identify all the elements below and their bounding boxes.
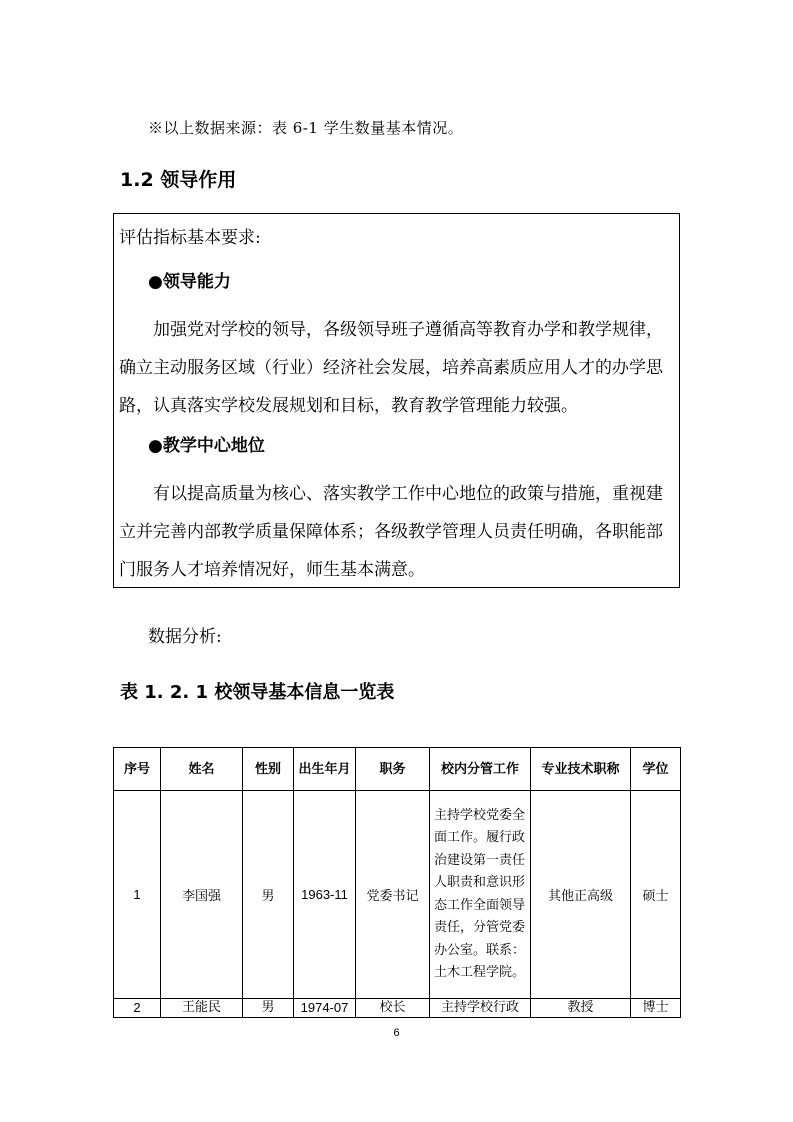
cell-degree: 硕士 [631,791,681,999]
requirement-text-teaching-center: 有以提高质量为核心、落实教学工作中心地位的政策与措施，重视建立并完善内部教学质量保障体系；各级教学管理人员责任明确，各职能部门服务人才培养情况好，师生基本满意。 [119,484,663,580]
col-header-birth: 出生年月 [294,748,356,791]
cell-duties: 主持学校党委全面工作。履行政治建设第一责任人职责和意识形态工作全面领导责任，分管党委办公室。联系：土木工程学院。 [430,791,531,999]
leaders-table [113,747,681,1018]
cell-degree: 博士 [631,999,681,1018]
page-number: 6 [393,1027,400,1039]
col-header-degree: 学位 [631,748,681,791]
source-note: ※以上数据来源：表 6-1 学生数量基本情况。 [148,119,464,137]
col-header-duties: 校内分管工作 [430,748,531,791]
cell-title: 教授 [531,999,631,1018]
table-title: 表 1. 2. 1 校领导基本信息一览表 [120,682,395,703]
cell-birth: 1963-11 [294,791,356,999]
cell-position: 校长 [356,999,430,1018]
requirement-title-teaching-center: ●教学中心地位 [148,436,265,456]
table-header-row [114,748,681,791]
cell-duties: 主持学校行政 [430,999,531,1018]
cell-gender: 男 [243,791,294,999]
requirement-text-leadership: 加强党对学校的领导，各级领导班子遵循高等教育办学和教学规律，确立主动服务区域（行业）经济社会发展，培养高素质应用人才的办学思路，认真落实学校发展规划和目标，教育教学管理能力较强。 [119,320,663,416]
analysis-label: 数据分析: [148,627,222,647]
col-header-index: 序号 [114,748,161,791]
col-header-position: 职务 [356,748,430,791]
cell-index: 2 [114,999,161,1018]
cell-name: 王能民 [161,999,243,1018]
section-title: 1.2 领导作用 [120,169,237,191]
col-header-name: 姓名 [161,748,243,791]
cell-index: 1 [114,791,161,999]
table-row [114,999,681,1018]
cell-title: 其他正高级 [531,791,631,999]
requirements-heading: 评估指标基本要求: [119,228,261,248]
requirement-title-leadership: ●领导能力 [148,272,231,292]
cell-gender: 男 [243,999,294,1018]
col-header-title: 专业技术职称 [531,748,631,791]
cell-position: 党委书记 [356,791,430,999]
col-header-gender: 性别 [243,748,294,791]
requirements-box [113,213,680,588]
cell-birth: 1974-07 [294,999,356,1018]
cell-name: 李国强 [161,791,243,999]
table-row [114,791,681,999]
